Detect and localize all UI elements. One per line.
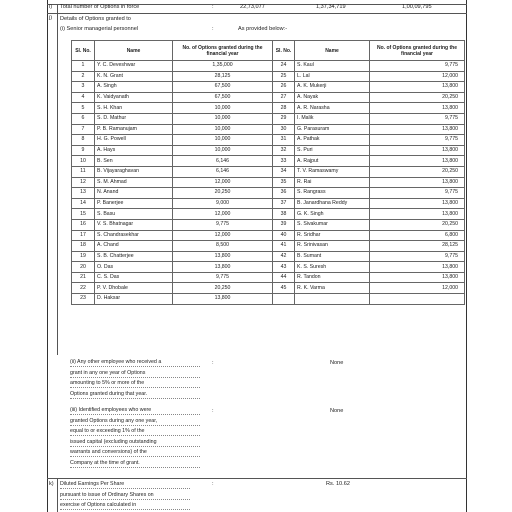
table-row — [72, 241, 465, 252]
row-iii-text-line: warrants and conversions) of the — [70, 449, 147, 455]
name-cell: G. K. Singh — [295, 209, 370, 220]
options-cell: 13,800 — [370, 198, 465, 209]
table-row — [72, 82, 465, 93]
sl-no-cell: 34 — [273, 166, 295, 177]
options-cell: 13,800 — [370, 82, 465, 93]
sl-no-cell: 33 — [273, 156, 295, 167]
row-j-number: j) — [49, 15, 53, 21]
name-cell: O. Das — [95, 262, 173, 273]
sl-no-cell: 4 — [72, 92, 95, 103]
sl-no-cell: 11 — [72, 166, 95, 177]
name-cell: A. Hays — [95, 145, 173, 156]
dotted-underline — [70, 387, 200, 388]
table-row — [72, 113, 465, 124]
sl-no-cell: 16 — [72, 219, 95, 230]
name-cell: S. Sivakumar — [295, 219, 370, 230]
table-row — [72, 188, 465, 199]
name-cell: B. Sumant — [295, 251, 370, 262]
table-header-row — [72, 41, 465, 61]
name-cell: A. Rajput — [295, 156, 370, 167]
sl-no-cell: 2 — [72, 71, 95, 82]
header-options-granted-2: No. of Options granted during the financial year — [370, 41, 465, 61]
row-k-colon: : — [212, 481, 214, 487]
options-cell: 13,800 — [370, 262, 465, 273]
name-cell: C. S. Das — [95, 272, 173, 283]
row-iii-text-line: (iii) Identified employees who were — [70, 407, 152, 413]
options-cell: 67,500 — [173, 92, 273, 103]
options-cell: 13,800 — [173, 294, 273, 305]
row-j-senior-label: (i) Senior managerial personnel — [60, 26, 139, 32]
name-cell: A. Nayak — [295, 92, 370, 103]
options-cell: 13,800 — [370, 156, 465, 167]
table-row — [72, 209, 465, 220]
sl-no-cell: 39 — [273, 219, 295, 230]
options-cell: 20,250 — [173, 188, 273, 199]
options-cell: 13,800 — [370, 272, 465, 283]
options-cell: 20,250 — [370, 92, 465, 103]
sl-no-cell: 24 — [273, 61, 295, 72]
options-cell: 9,775 — [370, 251, 465, 262]
sl-no-cell: 27 — [273, 92, 295, 103]
options-cell: 6,146 — [173, 156, 273, 167]
name-cell: V. S. Bhatnagar — [95, 219, 173, 230]
options-cell: 6,146 — [173, 166, 273, 177]
options-cell: 67,500 — [173, 82, 273, 93]
sl-no-cell: 10 — [72, 156, 95, 167]
sl-no-cell: 35 — [273, 177, 295, 188]
column-rule — [57, 478, 58, 512]
row-i-number: i) — [49, 4, 53, 10]
table-row — [72, 166, 465, 177]
sl-no-cell: 12 — [72, 177, 95, 188]
options-cell: 20,250 — [370, 219, 465, 230]
sl-no-cell: 31 — [273, 135, 295, 146]
header-sl-no: Sl. No. — [72, 41, 95, 61]
name-cell: K. N. Grant — [95, 71, 173, 82]
table-row — [72, 135, 465, 146]
name-cell: K. S. Suresh — [295, 262, 370, 273]
row-iii-colon: : — [212, 408, 214, 414]
name-cell: D. Haksar — [95, 294, 173, 305]
options-cell: 12,000 — [173, 177, 273, 188]
table-row — [72, 230, 465, 241]
options-cell: 9,775 — [370, 61, 465, 72]
name-cell: G. Parasuram — [295, 124, 370, 135]
sl-no-cell: 6 — [72, 113, 95, 124]
sl-no-cell: 1 — [72, 61, 95, 72]
row-k-value: Rs. 10.62 — [326, 481, 350, 487]
sl-no-cell: 20 — [72, 262, 95, 273]
sl-no-cell: 41 — [273, 241, 295, 252]
options-cell: 20,250 — [370, 166, 465, 177]
table-row — [72, 156, 465, 167]
options-granted-table — [71, 40, 465, 305]
table-row — [72, 283, 465, 294]
row-iii-text-line: issued capital (excluding outstanding — [70, 438, 157, 445]
sl-no-cell: 29 — [273, 113, 295, 124]
name-cell: A. R. Narasha — [295, 103, 370, 114]
options-cell: 9,775 — [370, 135, 465, 146]
name-cell: B. Vijayaraghavan — [95, 166, 173, 177]
name-cell: K. Vaidyanath — [95, 92, 173, 103]
header-options-granted: No. of Options granted during the financial year — [173, 41, 273, 61]
name-cell: S. B. Chatterjee — [95, 251, 173, 262]
sl-no-cell: 3 — [72, 82, 95, 93]
sl-no-cell: 26 — [273, 82, 295, 93]
options-cell: 13,800 — [370, 124, 465, 135]
name-cell: P. B. Ramanujam — [95, 124, 173, 135]
row-ii-text-line: Options granted during that year. — [70, 390, 148, 397]
table-row — [72, 272, 465, 283]
sl-no-cell: 17 — [72, 230, 95, 241]
row-divider — [47, 478, 467, 479]
name-cell: A. K. Mukerji — [295, 82, 370, 93]
options-cell: 9,775 — [370, 113, 465, 124]
name-cell: L. Lal — [295, 71, 370, 82]
name-cell: S. Basu — [95, 209, 173, 220]
options-cell: 10,000 — [173, 113, 273, 124]
name-cell: B. Sen — [95, 156, 173, 167]
row-j-colon: : — [212, 26, 214, 32]
options-cell: 28,125 — [370, 241, 465, 252]
name-cell: I. Malik — [295, 113, 370, 124]
options-cell: 9,775 — [173, 219, 273, 230]
row-i-colon: : — [212, 4, 214, 10]
sl-no-cell: 43 — [273, 262, 295, 273]
sl-no-cell: 5 — [72, 103, 95, 114]
options-cell: 13,800 — [370, 103, 465, 114]
sl-no-cell: 45 — [273, 283, 295, 294]
table-row — [72, 198, 465, 209]
sl-no-cell: 14 — [72, 198, 95, 209]
name-cell: P. V. Dhobale — [95, 283, 173, 294]
name-cell: R. Sridhar — [295, 230, 370, 241]
sl-no-cell: 22 — [72, 283, 95, 294]
dotted-underline — [70, 435, 200, 436]
options-cell: 13,800 — [370, 145, 465, 156]
name-cell: S. M. Ahmad — [95, 177, 173, 188]
name-cell: A. Chand — [95, 241, 173, 252]
row-i-value-2: 1,37,34,719 — [316, 4, 346, 10]
name-cell: S. Rangrass — [295, 188, 370, 199]
sl-no-cell: 44 — [273, 272, 295, 283]
row-k-number: k) — [49, 481, 54, 487]
header-name-2: Name — [295, 41, 370, 61]
dotted-underline — [60, 488, 190, 489]
sl-no-cell: 7 — [72, 124, 95, 135]
options-cell: 9,775 — [370, 188, 465, 199]
name-cell: Y. C. Deveshwar — [95, 61, 173, 72]
name-cell: R. K. Varma — [295, 283, 370, 294]
options-cell: 13,800 — [173, 262, 273, 273]
name-cell: T. V. Ramaswamy — [295, 166, 370, 177]
row-i-value-1: 22,73,077 — [240, 4, 265, 10]
row-k-text-line: pursuant to issue of Ordinary Shares on — [60, 491, 154, 498]
options-cell: 10,000 — [173, 103, 273, 114]
row-iii-text-line: equal to or exceeding 1% of the — [70, 428, 145, 434]
dotted-underline — [70, 398, 200, 399]
table-row — [72, 251, 465, 262]
options-cell: 9,775 — [173, 272, 273, 283]
page-frame-right — [466, 0, 467, 512]
sl-no-cell: 25 — [273, 71, 295, 82]
options-cell: 13,800 — [370, 209, 465, 220]
header-sl-no-2: Sl. No. — [273, 41, 295, 61]
row-ii-text-line: (ii) Any other employee who received a — [70, 359, 162, 365]
row-ii-text-line: grant in any one year of Options — [70, 369, 146, 376]
sl-no-cell: 15 — [72, 209, 95, 220]
table-row — [72, 103, 465, 114]
options-cell — [370, 294, 465, 305]
options-cell: 10,000 — [173, 135, 273, 146]
name-cell: S. Chandrasekhar — [95, 230, 173, 241]
sl-no-cell: 8 — [72, 135, 95, 146]
table-row — [72, 145, 465, 156]
name-cell: S. Puri — [295, 145, 370, 156]
name-cell: R. Tandon — [295, 272, 370, 283]
sl-no-cell: 40 — [273, 230, 295, 241]
options-cell: 12,000 — [370, 71, 465, 82]
name-cell: B. Janardhana Reddy — [295, 198, 370, 209]
name-cell: N. Anand — [95, 188, 173, 199]
name-cell: P. Banerjee — [95, 198, 173, 209]
header-name: Name — [95, 41, 173, 61]
options-cell: 10,000 — [173, 145, 273, 156]
options-cell: 1,35,000 — [173, 61, 273, 72]
table-row — [72, 177, 465, 188]
options-cell: 12,000 — [370, 283, 465, 294]
sl-no-cell: 9 — [72, 145, 95, 156]
table-row — [72, 262, 465, 273]
options-cell: 13,800 — [370, 177, 465, 188]
sl-no-cell: 36 — [273, 188, 295, 199]
sl-no-cell: 38 — [273, 209, 295, 220]
sl-no-cell: 13 — [72, 188, 95, 199]
dotted-underline — [70, 456, 200, 457]
name-cell: S. D. Mathur — [95, 113, 173, 124]
column-rule — [57, 4, 58, 13]
table-row — [72, 61, 465, 72]
name-cell: S. Kaul — [295, 61, 370, 72]
sl-no-cell: 18 — [72, 241, 95, 252]
options-cell: 28,125 — [173, 71, 273, 82]
dotted-underline — [70, 425, 200, 426]
sl-no-cell: 30 — [273, 124, 295, 135]
dotted-underline — [60, 509, 190, 510]
row-iii-text-line: granted Options during any one year, — [70, 417, 158, 424]
options-cell: 9,000 — [173, 198, 273, 209]
row-k-text-line: Diluted Earnings Per Share — [60, 481, 125, 487]
name-cell: R. Rai — [295, 177, 370, 188]
options-cell: 12,000 — [173, 230, 273, 241]
dotted-underline — [70, 366, 200, 367]
row-j-label: Details of Options granted to — [60, 16, 131, 22]
row-i-label: Total number of Options in force — [60, 4, 140, 10]
options-cell: 6,800 — [370, 230, 465, 241]
name-cell: A. Singh — [95, 82, 173, 93]
options-cell: 20,250 — [173, 283, 273, 294]
options-cell: 8,500 — [173, 241, 273, 252]
dotted-underline — [60, 499, 190, 500]
options-cell: 12,000 — [173, 209, 273, 220]
row-iii-text-line: Company at the time of grant. — [70, 459, 140, 466]
column-rule — [57, 13, 58, 355]
table-row — [72, 219, 465, 230]
options-cell: 13,800 — [173, 251, 273, 262]
row-ii-value: None — [330, 360, 344, 366]
name-cell: R. Srinivasan — [295, 241, 370, 252]
name-cell: S. H. Khan — [95, 103, 173, 114]
sl-no-cell: 42 — [273, 251, 295, 262]
table-row — [72, 92, 465, 103]
sl-no-cell: 28 — [273, 103, 295, 114]
row-ii-text-line: amounting to 5% or more of the — [70, 380, 145, 386]
name-cell: H. G. Powell — [95, 135, 173, 146]
row-ii-colon: : — [212, 360, 214, 366]
name-cell: A. Pathak — [295, 135, 370, 146]
options-cell: 10,000 — [173, 124, 273, 135]
name-cell — [295, 294, 370, 305]
dotted-underline — [70, 414, 200, 415]
row-iii-value: None — [330, 408, 344, 414]
sl-no-cell: 23 — [72, 294, 95, 305]
dotted-underline — [70, 446, 200, 447]
table-row — [72, 124, 465, 135]
sl-no-cell: 21 — [72, 272, 95, 283]
dotted-underline — [70, 467, 200, 468]
dotted-underline — [70, 377, 200, 378]
sl-no-cell — [273, 294, 295, 305]
page-frame-left — [47, 0, 48, 512]
sl-no-cell: 37 — [273, 198, 295, 209]
sl-no-cell: 19 — [72, 251, 95, 262]
row-j-note: As provided below:- — [238, 26, 288, 32]
sl-no-cell: 32 — [273, 145, 295, 156]
table-row — [72, 294, 465, 305]
row-i-value-3: 1,00,09,795 — [402, 4, 432, 10]
row-k-text-line: exercise of Options calculated in — [60, 502, 137, 508]
table-row — [72, 71, 465, 82]
row-divider — [47, 13, 467, 14]
